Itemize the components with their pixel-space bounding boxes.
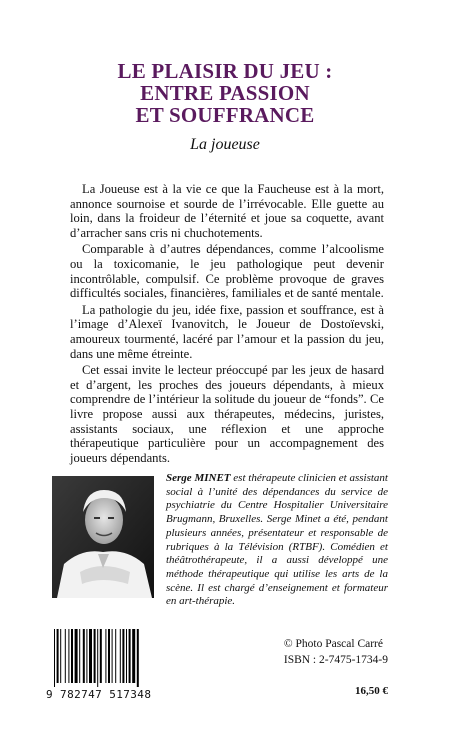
barcode-digits: 9 782747 517348 [46,688,152,701]
barcode-bar [137,629,139,687]
barcode-bar [94,629,96,683]
book-title [60,60,390,126]
barcode-bar [129,629,131,683]
title-line-2: ENTRE PASSION [140,81,310,105]
author-portrait-image [52,476,154,598]
barcode-bar [68,629,69,683]
title-line-3: ET SOUFFRANCE [135,103,315,127]
barcode-bar [108,629,110,683]
author-name: Serge MINET [166,472,231,484]
blurb [70,182,384,467]
barcode-bar [112,629,113,683]
isbn: ISBN : 2-7475-1734-9 [283,653,388,666]
title-line-1: LE PLAISIR DU JEU : [117,59,333,83]
photo-credit: © Photo Pascal Carré [283,638,383,650]
price: 16,50 € [355,685,388,697]
barcode-bar [65,629,66,683]
barcode-bar [57,629,59,683]
barcode [52,629,164,687]
barcode-bar [54,629,55,687]
blurb-paragraph-1: La Joueuse est à la vie ce que la Faucheuse est à la mort, annonce sournoise et sourde de l’irrévocable. Elle guette au loin, dans la froideur de l’éternité et joue sa coquette, avant d’arracher sans cris ni chuchotements. [70,182,384,240]
barcode-bar [132,629,135,683]
barcode-bar [120,629,121,683]
credits [284,637,388,668]
blurb-paragraph-2: Comparable à d’autres dépendances, comme l’alcoolisme ou la toxicomanie, le jeu pathologique peut devenir incontrôlable, compulsif. Ce problème provoque de graves difficultés sociales, financières, familiales et de santé mentale. [70,242,384,301]
barcode-bar [97,629,98,687]
blurb-paragraph-4: Cet essai invite le lecteur préoccupé par les jeux de hasard et d’argent, les proches des joueurs dépendants, à mieux comprendre de l’intérieur la solitude du joueur de “fonds”. Ce livre propose aussi aux thérapeutes, médecins, juristes, assistants sociaux, une réflexion et une approche thérapeutique particulière pour un accompagnement des joueurs dépendants. [70,363,384,465]
barcode-bar [115,629,116,683]
barcode-bar [75,629,78,683]
author-bio-text: est thérapeute clinicien et assistant social à l’unité des dépendances du service de psychiatrie du Centre Hospitalier Universitaire Brugmann, Bruxelles. Serge Minet a été, pendant plusieurs années, présentateur et responsable de rubriques à la Télévision (RTBF). Comédien et théâtrothérapeute, il a aussi développé une méthode thérapeutique qui utilise les arts de la scène. Il est chargé d’enseignement et formateur en art-thérapie. [166,472,388,608]
barcode-bar [126,629,127,683]
author-bio [166,472,388,609]
barcode-bar [79,629,80,683]
barcode-bar [60,629,61,683]
barcode-bar [100,629,102,683]
author-photo [52,476,154,598]
barcode-bar [83,629,85,683]
barcode-bar [71,629,73,683]
barcode-bar [89,629,92,683]
blurb-paragraph-3: La pathologie du jeu, idée fixe, passion et souffrance, est à l’image d’Alexeï Ivanovitch, le Joueur de Dostoïevski, amoureux tourmenté, lacéré par l’amour et la passion du jeu, dans une même étreinte. [70,302,384,361]
barcode-bar [122,629,124,683]
barcode-bar [105,629,106,683]
book-subtitle: La joueuse [190,136,260,153]
barcode-bar [86,629,87,683]
